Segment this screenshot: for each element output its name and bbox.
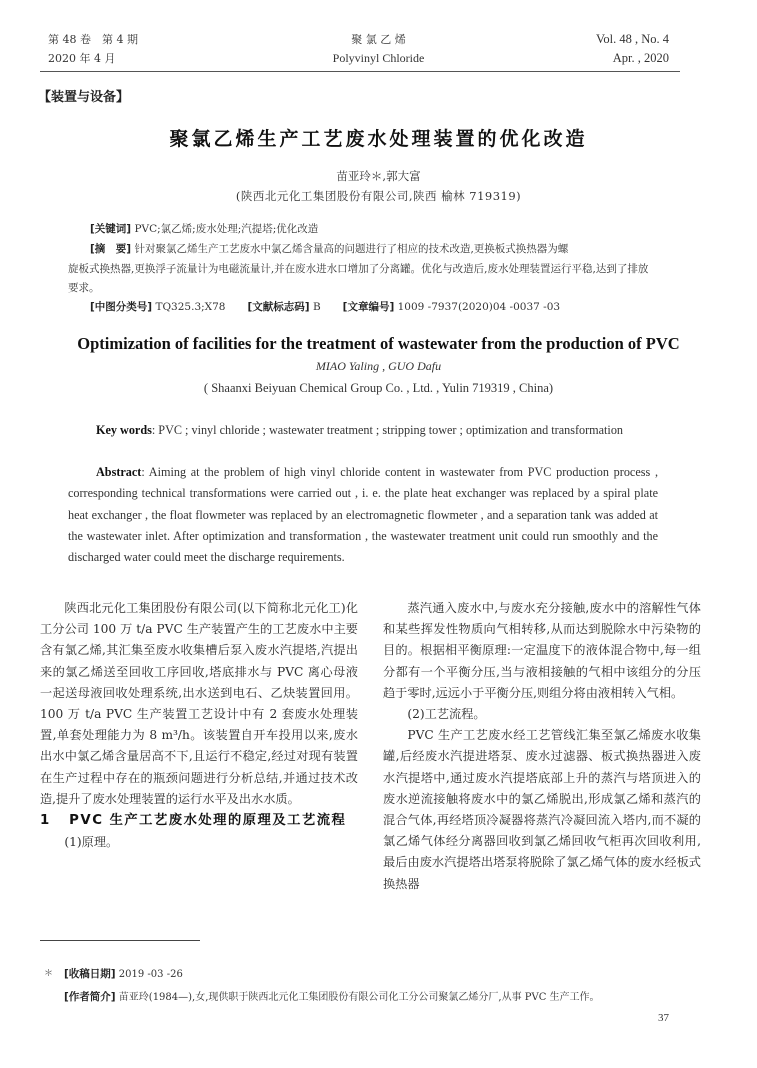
footnote-author (40, 987, 680, 1008)
cn-abstract-rest: 旋板式换热器,更换浮子流量计为电磁流量计,并在废水进水口增加了分离罐。优化与改造后,废水处理装置运行平稳,达到了排放要求。 (68, 262, 649, 294)
received-value: 2019 -03 -26 (115, 969, 183, 980)
en-title: Optimization of facilities for the treatment of wastewater from the production of PVC (77, 334, 680, 353)
en-keywords (68, 420, 658, 441)
body-left-column (40, 598, 358, 853)
cn-abstract-label: [摘 要] (90, 243, 132, 255)
clc-value: TQ325.3;X78 (152, 301, 226, 313)
body-right-column (383, 598, 701, 895)
doc-code-label: [文献标志码] (247, 301, 310, 313)
cn-abstract-line1: 针对聚氯乙烯生产工艺废水中氯乙烯含量高的问题进行了相应的技术改造,更换板式换热器为螺 (131, 243, 569, 255)
journal-name-en: Polyvinyl Chloride (332, 51, 425, 65)
journal-name-cn: 聚 氯 乙 烯 (351, 33, 406, 46)
received-label: [收稿日期] (64, 968, 116, 980)
process-paragraph: PVC 生产工艺废水经工艺管线汇集至氯乙烯废水收集罐,后经废水汽提进塔泵、废水过滤器、板式换热器进入废水汽提塔中,通过废水汽提塔底部上升的蒸汽与塔顶进入的废水逆流接触将废水中的氯乙烯脱出,形成氯乙烯和蒸汽的混合气体,再经塔顶冷凝器将蒸汽冷凝回流入塔内,而不凝的氯乙烯气体经分离器回收到氯乙烯回收气柜再次回收利用,最后由废水汽提塔出塔泵将脱除了氯乙烯气体的废水经板式换热器 (383, 728, 701, 891)
en-abstract (68, 462, 658, 568)
footnote-star: ＊ (44, 969, 54, 979)
date-cn: 2020 年 4 月 (48, 52, 116, 65)
doc-code-value: B (309, 301, 321, 313)
cn-abstract (68, 240, 658, 299)
cn-title: 聚氯乙烯生产工艺废水处理装置的优化改造 (169, 128, 588, 150)
principle-paragraph: 蒸汽通入废水中,与废水充分接触,废水中的溶解性气体和某些挥发性物质向气相转移,从而达到脱除水中污染物的目的。根据相平衡原理:一定温度下的液体混合物中,每一组分都有一个平衡分压,当与液相接触的气相中该组分的分压趋于零时,远远小于平衡分压,则组分将由液相转入气相。 (383, 601, 701, 700)
author-bio-label: [作者简介] (64, 991, 116, 1003)
column-tag: 【装置与设备】 (38, 90, 130, 105)
page-number: 37 (658, 1012, 669, 1024)
subsection-principle: (1)原理。 (64, 835, 119, 850)
en-abstract-label: Abstract (96, 465, 142, 479)
article-no-value: 1009 -7937(2020)04 -0037 -03 (394, 301, 561, 313)
article-no-label: [文章编号] (342, 301, 395, 313)
footnote-received (44, 964, 704, 985)
section-1-title: PVC 生产工艺废水处理的原理及工艺流程 (69, 813, 347, 829)
en-authors: MIAO Yaling , GUO Dafu (315, 359, 442, 373)
cn-keywords (90, 220, 680, 240)
date-en: Apr. , 2020 (612, 51, 669, 65)
cn-classification (90, 298, 680, 318)
volume-issue-cn: 第 48 卷 第 4 期 (48, 33, 138, 46)
en-affiliation: ( Shaanxi Beiyuan Chemical Group Co. , Ltd. , Yulin 719319 , China) (203, 381, 554, 395)
clc-label: [中图分类号] (90, 301, 153, 313)
author-bio-value: 苗亚玲(1984—),女,现供职于陕西北元化工集团股份有限公司化工分公司聚氯乙烯分厂,从事 PVC 生产工作。 (115, 992, 600, 1003)
cn-authors: 苗亚玲＊,郭大富 (336, 169, 421, 183)
en-abstract-text: : Aiming at the problem of high vinyl chloride content in wastewater from PVC production process , corresponding technical transformations were carried out , i. e. the plate heat exchanger was replaced by a spiral plate heat exchanger , the float flowmeter was replaced by an electromagnetic flowmeter , and a separation tank was added at the wastewater inlet. After optimization and transformation , the wastewater treatment unit could run smoothly and the discharged water could meet the discharge requirements. (68, 465, 658, 565)
header-rule (40, 71, 680, 72)
cn-affiliation: (陕西北元化工集团股份有限公司,陕西 榆林 719319) (235, 189, 522, 203)
cn-keywords-label: [关键词] (90, 223, 132, 235)
subsection-process: (2)工艺流程。 (407, 707, 486, 722)
en-keywords-label: Key words (96, 423, 152, 437)
cn-keywords-text: PVC;氯乙烯;废水处理;汽提塔;优化改造 (131, 223, 319, 235)
intro-paragraph: 陕西北元化工集团股份有限公司(以下简称北元化工)化工分公司 100 万 t/a PVC 生产装置产生的工艺废水中主要含有氯乙烯,其汇集至废水收集槽后泵入废水汽提塔,汽提出来的氯乙烯送至回收工序回收,塔底排水与 PVC 离心母液一起送母液回收处理系统,出水送到电石、乙炔装置回用。100 万 t/a PVC 生产装置工艺设计中有 2 套废水处理装置,单套处理能力为 8 m³/h。该装置自开车投用以来,废水出水中氯乙烯含量居高不下,且运行不稳定,经过对现有装置在生产过程中存在的瓶颈问题进行分析总结,并通过技术改造,提升了废水处理装置的运行水平及出水水质。 (40, 601, 358, 806)
section-1-number: 1 (40, 813, 51, 829)
running-header-right (596, 30, 669, 68)
section-1-heading (40, 810, 358, 832)
volume-issue-en: Vol. 48 , No. 4 (595, 32, 669, 46)
en-keywords-text: : PVC ; vinyl chloride ; wastewater treatment ; stripping tower ; optimization and transformation (151, 423, 624, 437)
footnote-rule (40, 940, 200, 941)
